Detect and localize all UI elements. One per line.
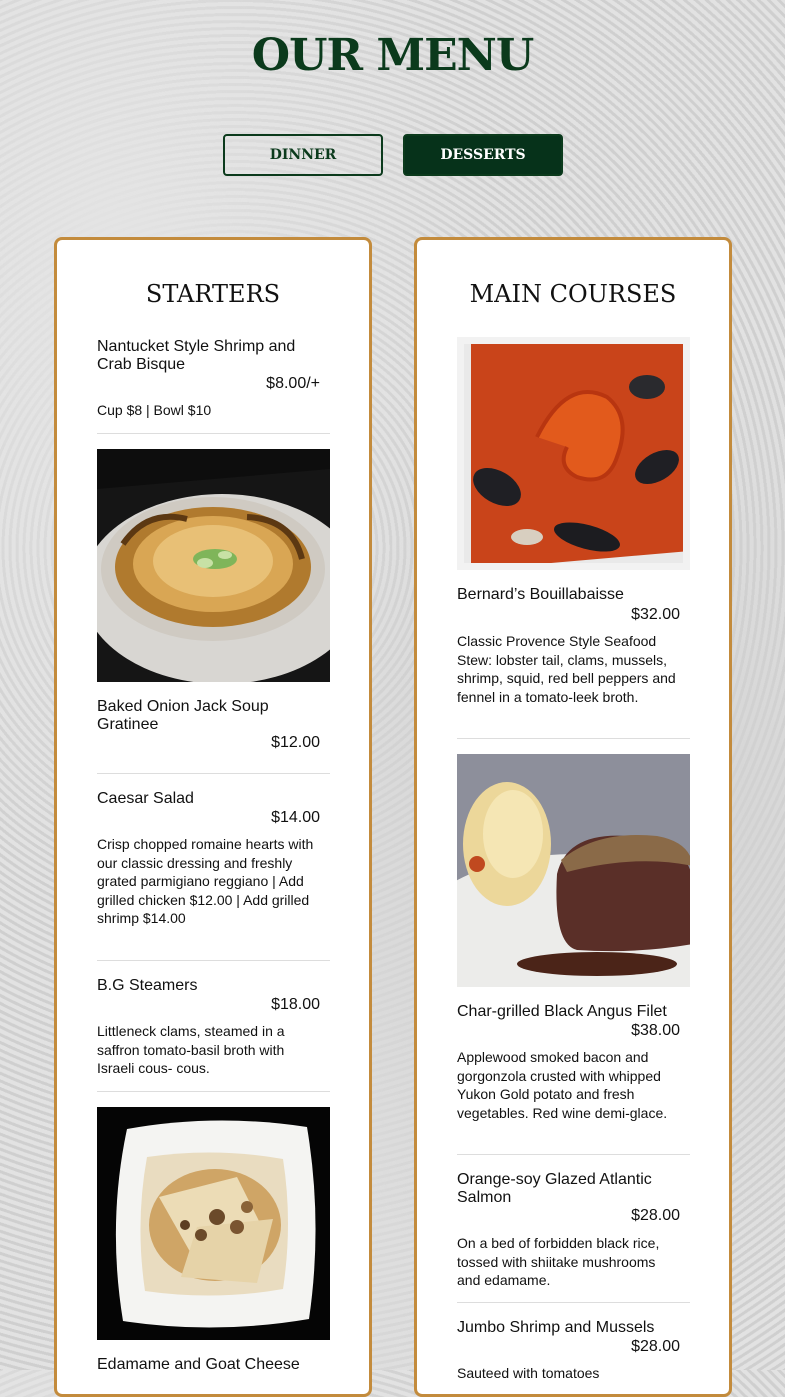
filet-photo xyxy=(457,754,690,987)
menu-item-name: Baked Onion Jack Soup Gratinee xyxy=(97,698,269,733)
divider xyxy=(457,738,690,739)
divider xyxy=(97,1091,330,1092)
menu-item-name: Char-grilled Black Angus Filet xyxy=(457,1003,667,1020)
menu-item-price: $38.00 xyxy=(631,1022,680,1039)
divider xyxy=(457,1154,690,1155)
menu-item-price: $28.00 xyxy=(631,1338,680,1355)
divider xyxy=(97,960,330,961)
divider xyxy=(97,773,330,774)
divider xyxy=(97,433,330,434)
tab-dinner[interactable]: DINNER xyxy=(223,134,383,176)
starters-card xyxy=(54,237,372,1397)
menu-item-name: Orange-soy Glazed Atlantic Salmon xyxy=(457,1171,652,1206)
onion-soup-gratinee-photo xyxy=(97,449,330,682)
page-title: OUR MENU xyxy=(251,30,534,81)
starters-title: STARTERS xyxy=(145,280,281,308)
menu-item-price: $12.00 xyxy=(271,734,320,751)
ravioli-photo xyxy=(97,1107,330,1340)
menu-item-description: Littleneck clams, steamed in a saffron tomato-basil broth with Israeli cous- cous. xyxy=(97,1023,285,1077)
main-courses-title: MAIN COURSES xyxy=(469,280,677,308)
menu-item-price: $28.00 xyxy=(631,1207,680,1224)
menu-item-description: Sauteed with tomatoes xyxy=(457,1365,600,1381)
menu-item-price: $32.00 xyxy=(631,606,680,623)
menu-item-description: Applewood smoked bacon and gorgonzola crusted with whipped Yukon Gold potato and fresh vegetables. Red wine demi-glace. xyxy=(457,1049,668,1121)
menu-item-description: Classic Provence Style Seafood Stew: lobster tail, clams, mussels, shrimp, squid, red bell peppers and fennel in a tomato-leek broth. xyxy=(457,633,676,705)
bouillabaisse-photo xyxy=(457,337,690,570)
divider xyxy=(457,1302,690,1303)
tab-desserts[interactable]: DESSERTS xyxy=(403,134,563,176)
menu-item-description: Crisp chopped romaine hearts with our classic dressing and freshly grated parmigiano reggiano | Add grilled chicken $12.00 | Add grilled shrimp $14.00 xyxy=(97,836,314,927)
main-courses-card xyxy=(414,237,732,1397)
menu-item-name: Caesar Salad xyxy=(97,790,194,807)
menu-item-price: $18.00 xyxy=(271,996,320,1013)
menu-item-description: On a bed of forbidden black rice, tossed with shiitake mushrooms and edamame. xyxy=(457,1235,660,1289)
menu-item-name: B.G Steamers xyxy=(97,977,198,994)
menu-item-description: Cup $8 | Bowl $10 xyxy=(97,402,212,418)
menu-item-name: Edamame and Goat Cheese xyxy=(97,1356,300,1373)
menu-item-price: $8.00/+ xyxy=(266,375,320,392)
menu-item-name: Bernard’s Bouillabaisse xyxy=(457,586,624,603)
menu-item-name: Jumbo Shrimp and Mussels xyxy=(457,1319,655,1336)
menu-item-price: $14.00 xyxy=(271,809,320,826)
menu-item-name: Nantucket Style Shrimp and Crab Bisque xyxy=(97,338,296,373)
